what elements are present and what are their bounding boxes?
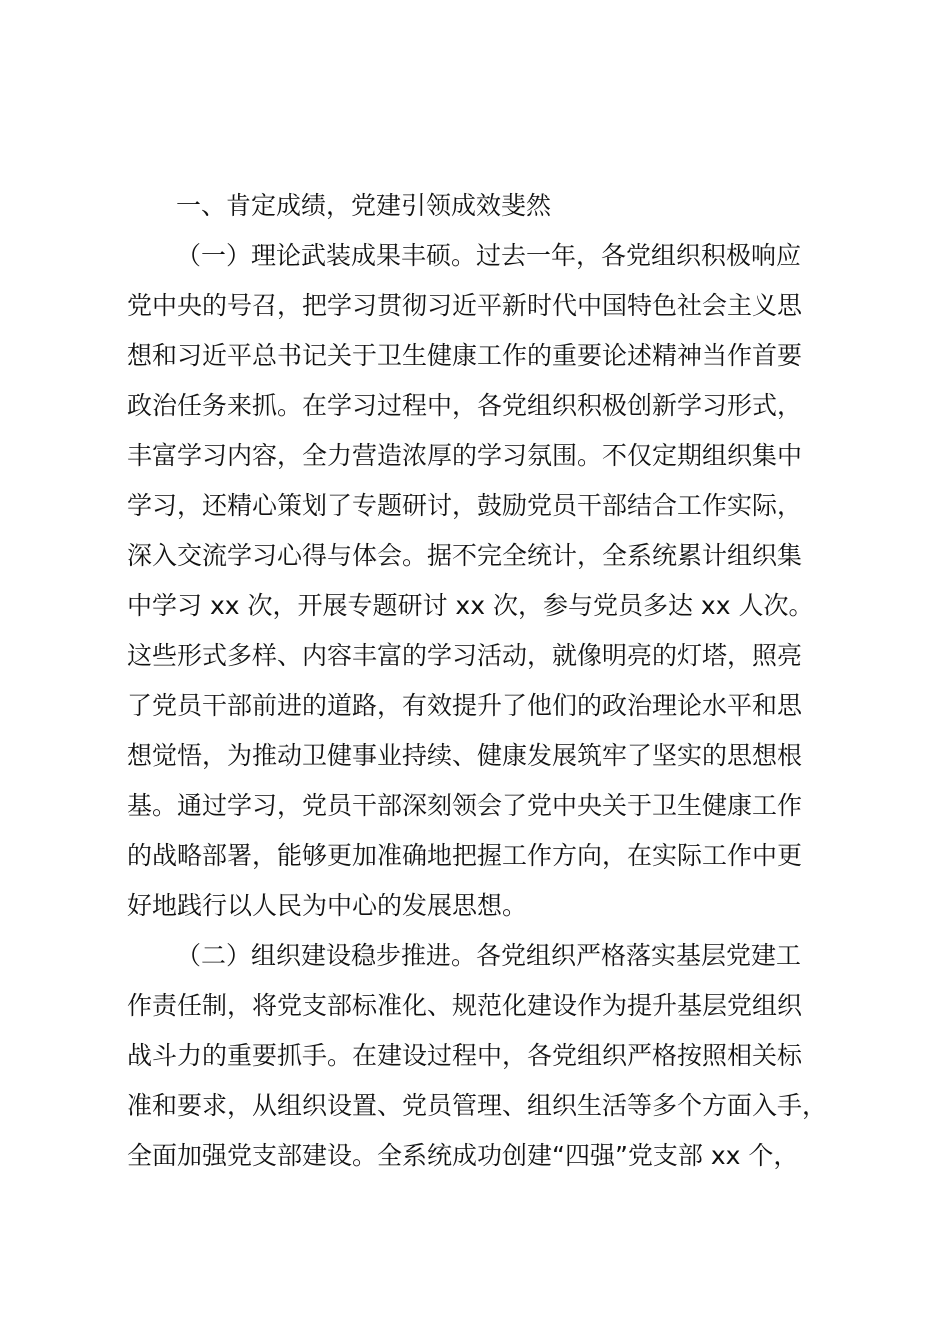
paragraph-line: （二）组织建设稳步推进。各党组织严格落实基层党建工	[176, 941, 802, 970]
paragraph-line: 了党员干部前进的道路，有效提升了他们的政治理论水平和思	[127, 691, 803, 720]
paragraph-line: 全面加强党支部建设。全系统成功创建“四强”党支部 xx 个，	[127, 1141, 799, 1170]
paragraph-line: 党中央的号召，把学习贯彻习近平新时代中国特色社会主义思	[127, 291, 803, 320]
paragraph-line: 丰富学习内容，全力营造浓厚的学习氛围。不仅定期组织集中	[127, 441, 803, 470]
paragraph-line: 战斗力的重要抓手。在建设过程中，各党组织严格按照相关标	[127, 1041, 803, 1070]
paragraph-line: （一）理论武装成果丰硕。过去一年，各党组织积极响应	[176, 241, 802, 270]
paragraph-line: 作责任制，将党支部标准化、规范化建设作为提升基层党组织	[127, 991, 803, 1020]
paragraph-line: 想觉悟，为推动卫健事业持续、健康发展筑牢了坚实的思想根	[127, 741, 803, 770]
paragraph-line: 准和要求，从组织设置、党员管理、组织生活等多个方面入手，	[127, 1091, 828, 1120]
paragraph-line: 政治任务来抓。在学习过程中，各党组织积极创新学习形式，	[127, 391, 803, 420]
paragraph-line: 基。通过学习，党员干部深刻领会了党中央关于卫生健康工作	[127, 791, 803, 820]
paragraph-line: 这些形式多样、内容丰富的学习活动，就像明亮的灯塔，照亮	[127, 641, 803, 670]
paragraph-line: 的战略部署，能够更加准确地把握工作方向，在实际工作中更	[127, 841, 803, 870]
paragraph-line: 想和习近平总书记关于卫生健康工作的重要论述精神当作首要	[127, 341, 803, 370]
section-heading: 一、肯定成绩，党建引领成效斐然	[176, 191, 552, 220]
paragraph-line: 深入交流学习心得与体会。据不完全统计，全系统累计组织集	[127, 541, 803, 570]
paragraph-line: 中学习 xx 次，开展专题研讨 xx 次，参与党员多达 xx 人次。	[127, 591, 814, 620]
paragraph-line: 学习，还精心策划了专题研讨，鼓励党员干部结合工作实际，	[127, 491, 803, 520]
paragraph-line: 好地践行以人民为中心的发展思想。	[127, 891, 528, 920]
